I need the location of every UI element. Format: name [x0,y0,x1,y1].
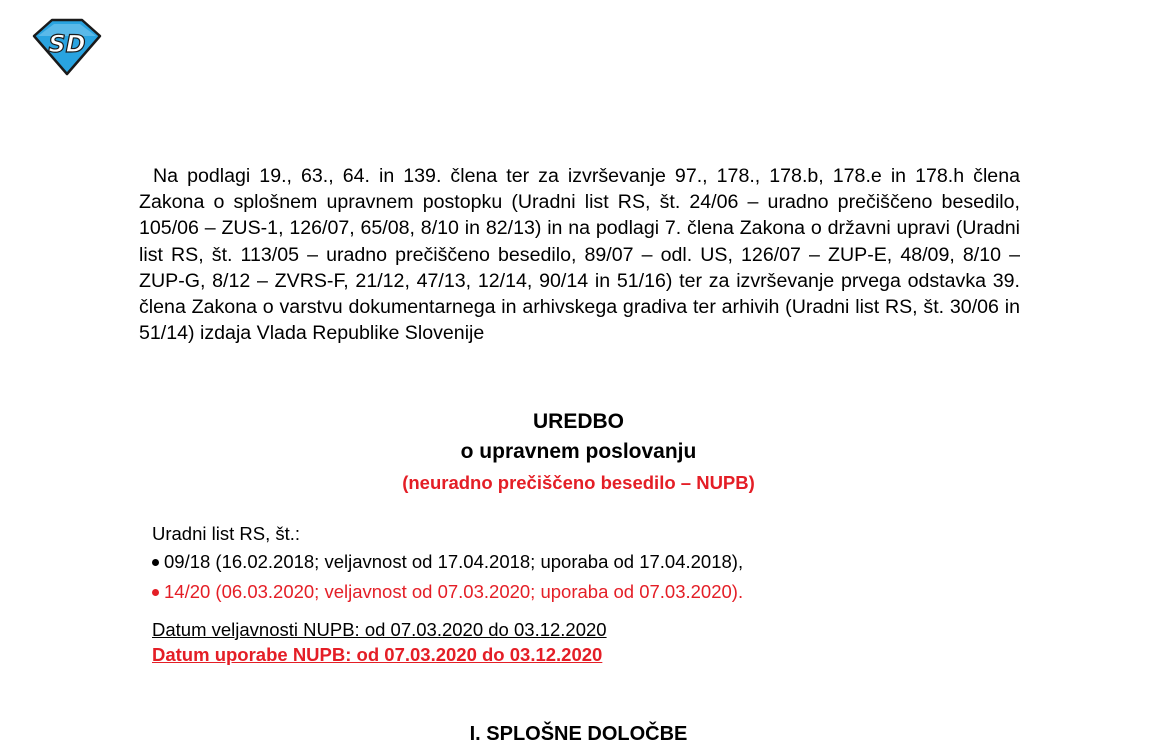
gazette-entry-text: 14/20 (06.03.2020; veljavnost od 07.03.2020; uporaba od 07.03.2020). [164,581,744,602]
document-note: (neuradno prečiščeno besedilo – NUPB) [402,472,755,493]
gazette-entry [152,577,952,607]
validity-date: Datum veljavnosti NUPB: od 07.03.2020 do 03.12.2020 [152,619,607,640]
gazette-references [152,521,952,607]
gazette-entry [152,547,952,577]
chapter-heading: I. SPLOŠNE DOLOČBE [469,723,688,745]
gazette-list [152,547,952,607]
logo [30,16,104,78]
gazette-entry-text: 09/18 (16.02.2018; veljavnost od 17.04.2018; uporaba od 17.04.2018), [164,551,744,572]
document-subtitle: o upravnem poslovanju [460,440,697,463]
validity-dates [152,617,607,667]
preamble-paragraph [139,163,1020,346]
preamble-text: Na podlagi 19., 63., 64. in 139. člena ter za izvrševanje 97., 178., 178.b, 178.e in 178.h člena Zakona o splošnem upravnem postopku (Uradni list RS, št. 24/06 – uradno prečiščeno besedilo, 105/06 – ZUS-1, 126/07, 65/08, 8/10 in 82/13) in na podlagi 7. člena Zakona o državni upravi (Uradni list RS, št. 113/05 – uradno prečiščeno besedilo, 89/07 – odl. US, 126/07 – ZUP-E, 48/09, 8/10 – ZUP-G, 8/12 – ZVRS-F, 21/12, 47/13, 12/14, 90/14 in 51/16) ter za izvrševanje prvega odstavka 39. člena Zakona o varstvu dokumentarnega in arhivskega gradiva ter arhivih (Uradni list RS, št. 30/06 in 51/14) izdaja Vlada Republike Slovenije [139,165,1020,345]
use-date: Datum uporabe NUPB: od 07.03.2020 do 03.12.2020 [152,644,603,665]
bullet-icon [152,589,159,596]
bullet-icon [152,559,159,566]
document-title: UREDBO [532,410,624,433]
logo-letters: SD [48,30,86,58]
gazette-label: Uradni list RS, št.: [152,523,301,544]
